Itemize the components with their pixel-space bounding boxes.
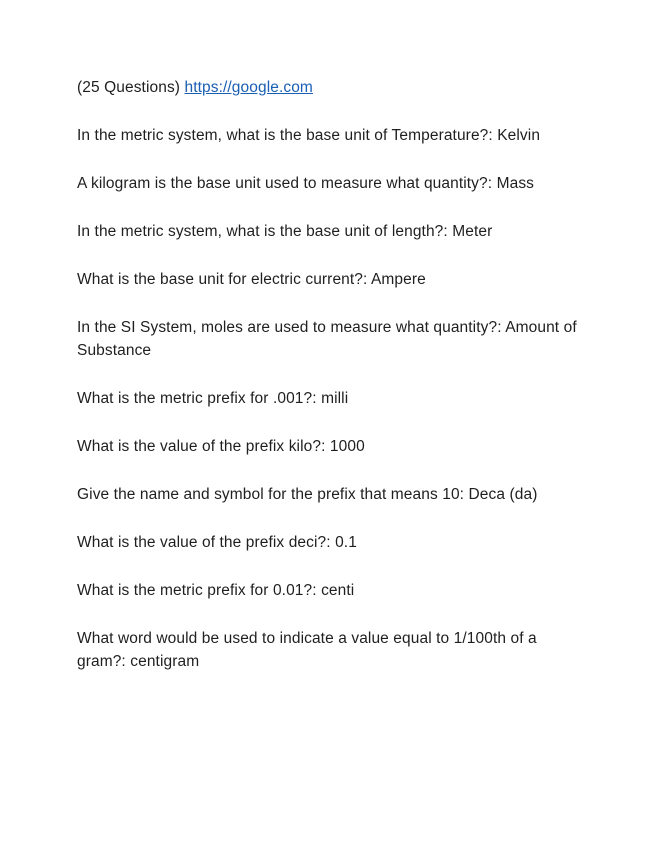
- qa-item-4: [77, 268, 577, 291]
- qa-item-1: [77, 124, 577, 147]
- qa-item-3: [77, 220, 577, 243]
- answer-text: 1000: [329, 438, 365, 455]
- question-text: Give the name and symbol for the prefix that means 10:: [77, 486, 465, 503]
- qa-item-6: [77, 387, 577, 410]
- answer-text: Kelvin: [497, 127, 541, 144]
- answer-text: centigram: [130, 653, 200, 670]
- question-text: In the SI System, moles are used to measure what quantity?:: [77, 319, 502, 336]
- document-content: [77, 76, 577, 698]
- answer-text: milli: [321, 390, 349, 407]
- question-text: What word would be used to indicate a value equal to 1/100th of a gram?:: [77, 630, 537, 670]
- question-text: In the metric system, what is the base unit of length?:: [77, 223, 448, 240]
- source-link[interactable]: https://google.com: [184, 79, 313, 96]
- answer-text: centi: [321, 582, 355, 599]
- question-count: (25 Questions): [77, 79, 181, 96]
- answer-text: 0.1: [335, 534, 357, 551]
- question-text: What is the value of the prefix kilo?:: [77, 438, 326, 455]
- qa-item-10: [77, 579, 577, 602]
- answer-text: Meter: [452, 223, 493, 240]
- qa-item-2: [77, 172, 577, 195]
- question-text: What is the metric prefix for 0.01?:: [77, 582, 317, 599]
- qa-item-8: [77, 483, 577, 506]
- qa-item-5: [77, 316, 577, 362]
- question-text: A kilogram is the base unit used to measure what quantity?:: [77, 175, 493, 192]
- question-text: What is the metric prefix for .001?:: [77, 390, 317, 407]
- qa-item-7: [77, 435, 577, 458]
- answer-text: Ampere: [370, 271, 426, 288]
- question-text: What is the base unit for electric current?:: [77, 271, 368, 288]
- question-text: What is the value of the prefix deci?:: [77, 534, 331, 551]
- qa-item-9: [77, 531, 577, 554]
- qa-item-11: [77, 627, 577, 673]
- answer-text: Mass: [496, 175, 535, 192]
- answer-text: Deca (da): [468, 486, 538, 503]
- question-text: In the metric system, what is the base unit of Temperature?:: [77, 127, 493, 144]
- answer-text: Amount of Substance: [77, 319, 577, 359]
- header-line: [77, 76, 577, 99]
